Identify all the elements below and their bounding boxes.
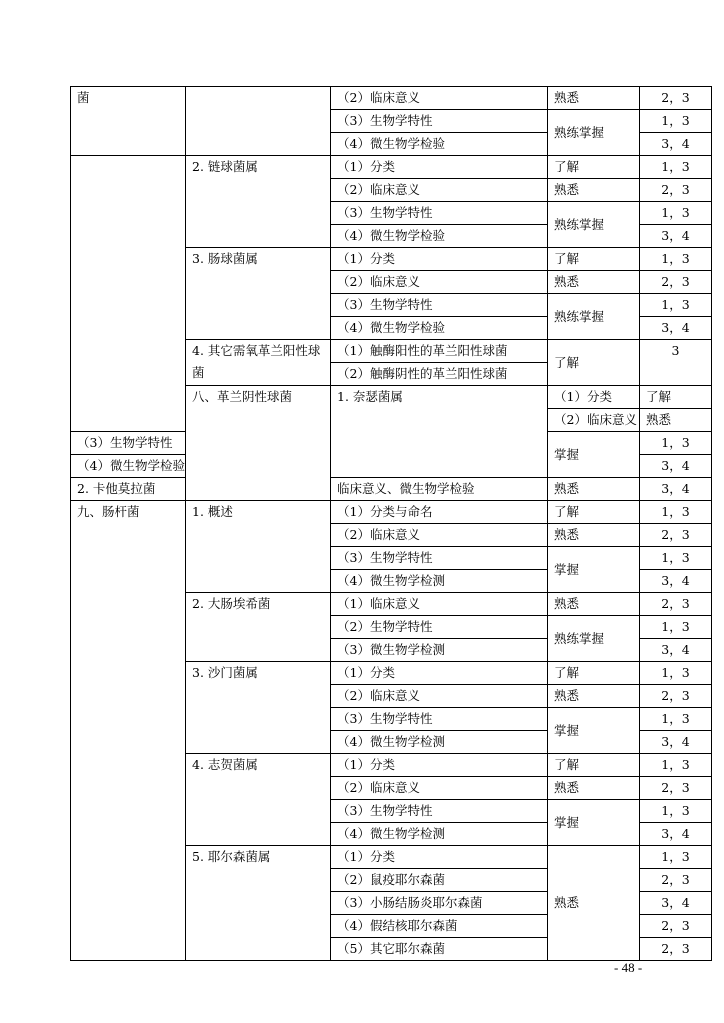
table-row [71, 501, 712, 524]
level-cell: 1，3 [640, 294, 712, 317]
subject-cell: 3. 沙门菌属 [186, 662, 331, 754]
content-cell: （2）触酶阴性的革兰阳性球菌 [331, 363, 548, 386]
level-cell: 2，3 [640, 938, 712, 961]
subject-cell: 1. 概述 [186, 501, 331, 593]
level-cell: 2，3 [640, 777, 712, 800]
requirement-cell: 熟悉 [548, 271, 640, 294]
level-cell: 3，4 [640, 892, 712, 915]
level-cell: 1，3 [640, 846, 712, 869]
level-cell: 2，3 [640, 915, 712, 938]
level-cell: 3，4 [640, 133, 712, 156]
requirement-cell: 掌握 [548, 708, 640, 754]
requirement-cell: 了解 [640, 386, 712, 409]
content-cell: 临床意义、微生物学检验 [331, 478, 548, 501]
content-cell: （1）分类 [548, 386, 640, 409]
requirement-cell: 熟悉 [548, 87, 640, 110]
unit-cell: 菌 [71, 87, 186, 156]
level-cell: 1，3 [640, 501, 712, 524]
requirement-cell: 了解 [548, 754, 640, 777]
subject-cell: 5. 耶尔森菌属 [186, 846, 331, 961]
content-cell: （3）生物学特性 [331, 202, 548, 225]
content-cell: （2）临床意义 [331, 271, 548, 294]
requirement-cell: 掌握 [548, 547, 640, 593]
level-cell: 1，3 [640, 248, 712, 271]
content-cell: （4）微生物学检验 [71, 455, 186, 478]
level-cell: 3，4 [640, 455, 712, 478]
requirement-cell: 熟练掌握 [548, 294, 640, 340]
level-cell: 2，3 [640, 87, 712, 110]
content-cell: （3）生物学特性 [331, 800, 548, 823]
table-row [71, 87, 712, 110]
level-cell: 1，3 [640, 156, 712, 179]
content-cell: （4）微生物学检验 [331, 317, 548, 340]
content-cell: （1）分类 [331, 754, 548, 777]
subject-cell: 2. 链球菌属 [186, 156, 331, 248]
content-cell: （1）临床意义 [331, 593, 548, 616]
requirement-cell: 熟练掌握 [548, 110, 640, 156]
content-cell: （4）微生物学检验 [331, 225, 548, 248]
content-cell: （3）生物学特性 [331, 547, 548, 570]
content-cell: （3）生物学特性 [331, 294, 548, 317]
syllabus-table-body [71, 87, 712, 961]
subject-cell [186, 87, 331, 156]
level-cell: 3，4 [640, 823, 712, 846]
content-cell: （4）微生物学检测 [331, 570, 548, 593]
requirement-cell: 了解 [548, 248, 640, 271]
requirement-cell: 熟练掌握 [548, 616, 640, 662]
content-cell: （2）鼠疫耶尔森菌 [331, 869, 548, 892]
content-cell: （3）生物学特性 [331, 708, 548, 731]
content-cell: （1）分类 [331, 662, 548, 685]
level-cell: 1，3 [640, 800, 712, 823]
requirement-cell: 熟悉 [640, 409, 712, 432]
requirement-cell: 熟悉 [548, 524, 640, 547]
requirement-cell: 熟悉 [548, 777, 640, 800]
requirement-cell: 了解 [548, 156, 640, 179]
level-cell: 3，4 [640, 317, 712, 340]
content-cell: （2）生物学特性 [331, 616, 548, 639]
level-cell: 3，4 [640, 225, 712, 248]
level-cell: 2，3 [640, 593, 712, 616]
subject-cell: 4. 其它需氧革兰阳性球菌 [186, 340, 331, 386]
subject-cell: 4. 志贺菌属 [186, 754, 331, 846]
content-cell: （3）微生物学检测 [331, 639, 548, 662]
level-cell: 1，3 [640, 432, 712, 455]
requirement-cell: 掌握 [548, 800, 640, 846]
content-cell: （5）其它耶尔森菌 [331, 938, 548, 961]
content-cell: （4）微生物学检测 [331, 823, 548, 846]
level-cell: 3，4 [640, 570, 712, 593]
content-cell: （3）生物学特性 [71, 432, 186, 455]
requirement-cell: 熟悉 [548, 685, 640, 708]
unit-cell: 九、肠杆菌 [71, 501, 186, 961]
content-cell: （2）临床意义 [331, 685, 548, 708]
requirement-cell: 了解 [548, 340, 640, 386]
level-cell: 2，3 [640, 179, 712, 202]
syllabus-table [70, 86, 712, 961]
requirement-cell: 熟悉 [548, 478, 640, 501]
page-number: - 48 - [614, 960, 643, 975]
requirement-cell: 熟练掌握 [548, 202, 640, 248]
content-cell: （2）临床意义 [331, 777, 548, 800]
requirement-cell: 熟悉 [548, 846, 640, 961]
unit-cell [71, 156, 186, 432]
content-cell: （2）临床意义 [548, 409, 640, 432]
content-cell: （1）分类 [331, 846, 548, 869]
level-cell: 1，3 [640, 547, 712, 570]
level-cell: 3，4 [640, 478, 712, 501]
content-cell: （2）临床意义 [331, 87, 548, 110]
level-cell: 1，3 [640, 754, 712, 777]
subject-cell: 2. 大肠埃希菌 [186, 593, 331, 662]
content-cell: （2）临床意义 [331, 524, 548, 547]
content-cell: （1）触酶阳性的革兰阳性球菌 [331, 340, 548, 363]
subject-cell: 3. 肠球菌属 [186, 248, 331, 340]
content-cell: （1）分类 [331, 156, 548, 179]
level-cell: 1，3 [640, 708, 712, 731]
subject-cell: 1. 奈瑟菌属 [331, 386, 548, 478]
level-cell: 3，4 [640, 731, 712, 754]
content-cell: （1）分类与命名 [331, 501, 548, 524]
content-cell: （3）生物学特性 [331, 110, 548, 133]
requirement-cell: 掌握 [548, 432, 640, 478]
content-cell: （3）小肠结肠炎耶尔森菌 [331, 892, 548, 915]
table-row [71, 478, 712, 501]
content-cell: （4）微生物学检验 [331, 133, 548, 156]
level-cell: 1，3 [640, 202, 712, 225]
requirement-cell: 熟悉 [548, 179, 640, 202]
content-cell: （4）微生物学检测 [331, 731, 548, 754]
content-cell: （1）分类 [331, 248, 548, 271]
level-cell: 3，4 [640, 639, 712, 662]
level-cell: 1，3 [640, 616, 712, 639]
level-cell: 1，3 [640, 110, 712, 133]
level-cell: 3 [640, 340, 712, 386]
requirement-cell: 了解 [548, 662, 640, 685]
requirement-cell: 熟悉 [548, 593, 640, 616]
level-cell: 2，3 [640, 869, 712, 892]
subject-cell: 2. 卡他莫拉菌 [71, 478, 186, 501]
unit-cell: 八、革兰阴性球菌 [186, 386, 331, 501]
level-cell: 2，3 [640, 685, 712, 708]
table-row [71, 156, 712, 179]
level-cell: 2，3 [640, 271, 712, 294]
level-cell: 1，3 [640, 662, 712, 685]
content-cell: （2）临床意义 [331, 179, 548, 202]
level-cell: 2，3 [640, 524, 712, 547]
requirement-cell: 了解 [548, 501, 640, 524]
content-cell: （4）假结核耶尔森菌 [331, 915, 548, 938]
